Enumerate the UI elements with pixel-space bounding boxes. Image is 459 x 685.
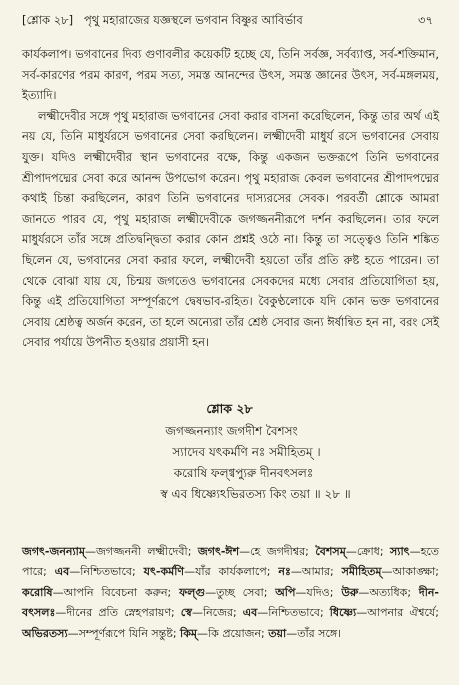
synonym-word: এব <box>242 606 258 620</box>
chapter-title: পৃথু মহারাজের যজ্ঞস্থলে ভগবান বিষ্ণুর আবির্ভাব <box>84 13 303 27</box>
verse-title: শ্লোক ২৮ <box>206 401 253 416</box>
synonym-word: দীন-বৎসলঃ <box>22 585 439 620</box>
synonym-meaning: —নিজের; <box>191 606 243 620</box>
purport-paragraph-2: লক্ষ্মীদেবীর সঙ্গে পৃথু মহারাজ ভগবানের সেবা করার বাসনা করেছিলেন, কিন্তু তার অর্থ এই নয় যে, তিনি মাধুর্যরসে ভগবানের সেবা করছিলেন। লক্ষ্মীদেবী মাধুর্য রসে ভগবানের সেবায় যুক্ত। যদিও লক্ষ্মীদেবীর স্থান ভগবানের বক্ষে, কিন্তু একজন ভক্তরূপে তিনি ভগবানের শ্রীপাদপদ্মের সেবা করে আনন্দ উপভোগ করেন। পৃথু মহারাজ কেবল ভগবানের শ্রীপাদপদ্মের কথাই চিন্তা করছিলেন, কারণ তিনি ভগবানের দাস্যরসের সেবক। পরবর্তী শ্লোকে আমরা জানতে পারব যে, পৃথু মহারাজ লক্ষ্মীদেবীকে জগজ্জননীরূপে দর্শন করছিলেন। তার ফলে মাধুর্যরসে তাঁর সঙ্গে প্রতিদ্বন্দ্বিতা করার কোন প্রশ্নই ওঠে না। কিন্তু তা সত্ত্বেও তিনি শঙ্কিত ছিলেন যে, ভগবানের সেবা করার ফলে, লক্ষ্মীদেবী হয়তো তাঁর প্রতি রুষ্ট হতে পারেন। তা থেকে বোঝা যায় যে, চিন্ময় জগতেও ভগবানের সেবকদের মধ্যে সেবার প্রতিযোগিতা হয়, কিন্তু এই প্রতিযোগিতা সম্পূর্ণরূপে দ্বেষভাব-রহিত। বৈকুণ্ঠলোকে যদি কোন ভক্ত ভগবানের সেবায় শ্রেষ্ঠত্ব অর্জন করেন, তা হলে অন্যেরা তাঁর শ্রেষ্ঠ সেবার জন্য ঈর্ষান্বিত হন না, বরং সেই সেবার পর্যায়ে উপনীত হওয়ার প্রয়াসী হন। <box>22 108 439 350</box>
verse-block <box>0 398 459 505</box>
purport-text <box>22 44 439 353</box>
purport-paragraph-1: কার্যকলাপ। ভগবানের দিব্য গুণাবলীর কয়েকটি হচ্ছে যে, তিনি সর্বজ্ঞ, সর্বব্যাপ্ত, সর্ব-শক্তিমান, সর্ব-কারণের পরম কারণ, পরম সত্য, সমস্ত আনন্দের উৎস, সমস্ত জ্ঞানের উৎস, সর্ব-মঙ্গলময়, ইত্যাদি। <box>22 47 439 103</box>
synonym-word: তয়া <box>268 626 287 640</box>
synonym-word: করোষি <box>22 585 53 599</box>
page-number: ৩৭ <box>418 13 433 27</box>
synonym-meaning: —ক্রোধ; <box>345 545 391 558</box>
synonym-word: স্যাৎ <box>390 545 410 558</box>
synonym-word: জগৎ-ঈশ <box>197 545 240 558</box>
synonym-word: ধিষ্ণ্যে <box>329 606 357 620</box>
synonym-meaning: —হে জগদীশ্বর; <box>239 545 316 558</box>
verse-line-2: স্যাদেব যৎকর্মণি নঃ সমীহিতম্ । <box>172 445 321 459</box>
synonym-word: জগৎ-জনন্যাম্ <box>22 545 85 558</box>
synonym-meaning: —অত্যধিক; <box>358 585 419 599</box>
synonym-meaning: —তাঁর সঙ্গে। <box>286 626 342 640</box>
synonym-meaning: —যাঁর কার্যকলাপে; <box>184 565 279 579</box>
synonym-meaning: —নিশ্চিতভাবে; <box>69 565 144 579</box>
synonym-meaning: —সম্পূর্ণরূপে যিনি সন্তুষ্ট; <box>67 626 181 640</box>
synonym-meaning: —যদিও; <box>295 585 342 599</box>
synonym-word: যৎ-কর্মণি <box>143 565 185 579</box>
synonym-meaning: —নিশ্চিতভাবে; <box>257 606 330 620</box>
page-header <box>22 12 437 32</box>
synonym-word: অপি <box>275 585 296 599</box>
synonym-meaning: —আকাঙ্ক্ষা; <box>381 565 439 579</box>
synonym-meaning: —তুচ্ছ সেবা; <box>205 585 276 599</box>
synonym-meaning: —জগজ্জননী লক্ষ্মীদেবী; <box>84 545 198 558</box>
synonym-word: এব <box>54 565 70 579</box>
synonym-word: ফল্গু <box>179 585 206 599</box>
synonym-word: স্বে <box>180 606 192 620</box>
synonym-meaning: —দীনের প্রতি স্নেহপরায়ণ; <box>55 606 181 620</box>
verse-line-1: জগজ্জনন্যাং জগদীশ বৈশসং <box>165 424 298 438</box>
synonym-word: নঃ <box>278 565 291 579</box>
word-meanings <box>22 542 439 644</box>
synonym-meaning: —আমার; <box>290 565 342 579</box>
synonym-word: অভিরতস্য <box>22 626 68 640</box>
synonym-word: উরু <box>341 585 359 599</box>
synonym-meaning: —হতে পারে; <box>22 545 440 579</box>
synonym-meaning: —আপনার ঐশ্বর্যে; <box>356 606 439 620</box>
verse-line-3: করোষি ফল্গ্বপ্যুরু দীনবৎসলঃ <box>173 466 314 480</box>
verse-reference: [শ্লোক ২৮] <box>22 13 74 27</box>
synonym-word: বৈশসম্ <box>315 545 346 558</box>
synonym-word: কিম্ <box>180 626 197 640</box>
verse-line-4: স্ব এব ধিষ্ণ্যেঽভিরতস্য কিং তয়া ॥ ২৮ ॥ <box>160 487 351 501</box>
synonym-meaning: —কি প্রয়োজন; <box>197 626 269 640</box>
synonym-word: সমীহিতম্ <box>341 565 382 579</box>
word-meanings-paragraph <box>22 542 439 644</box>
synonym-meaning: —আপনি বিবেচনা করুন; <box>52 585 180 599</box>
